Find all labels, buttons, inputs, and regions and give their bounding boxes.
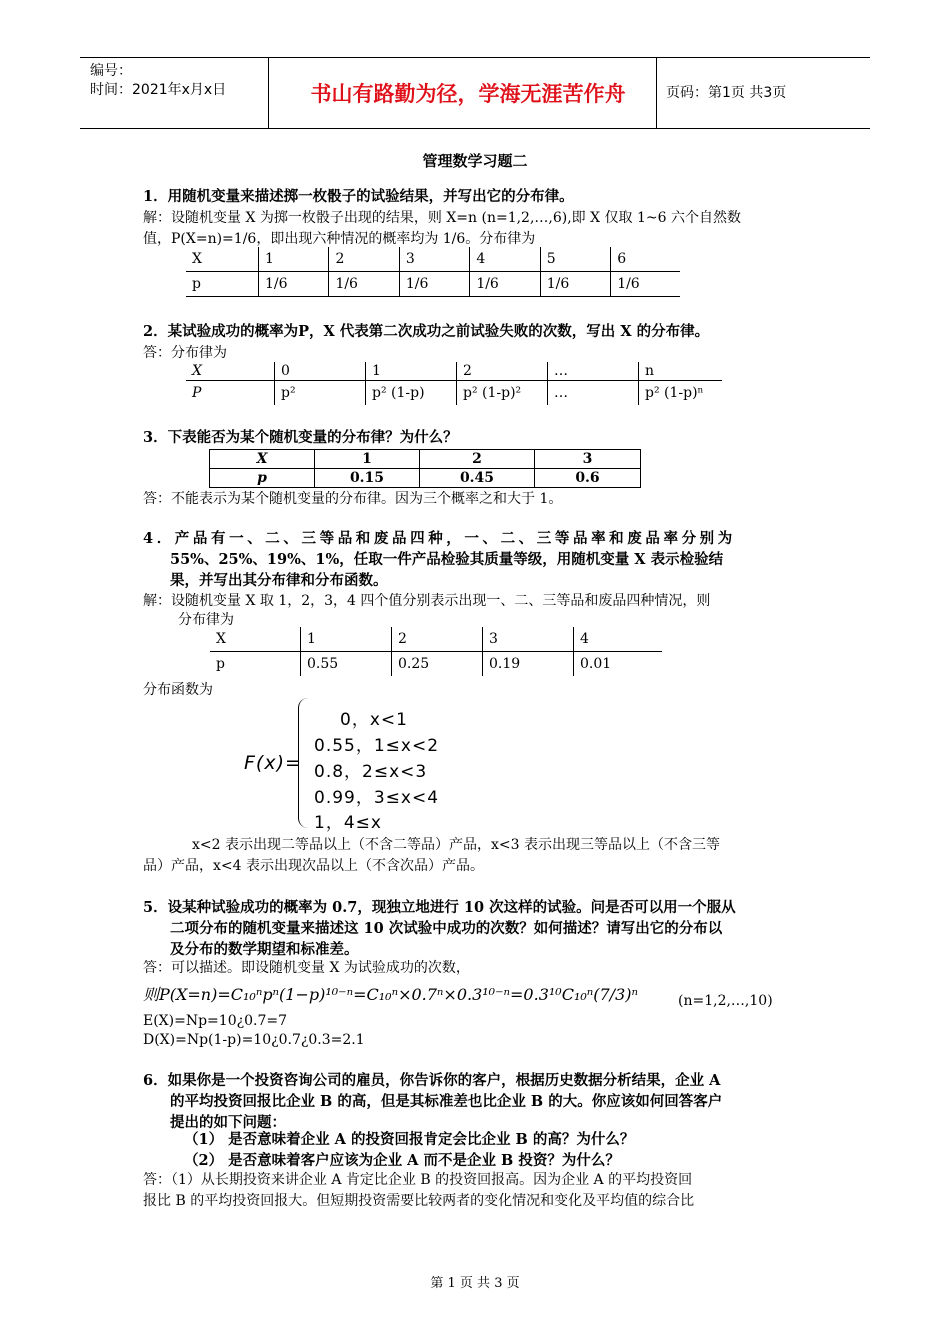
q4-piece-2: 0.55，1≤x<2 [314,736,440,756]
q5-formula: 则P(X=n)=C₁₀ⁿpⁿ(1−p)¹⁰⁻ⁿ=C₁₀ⁿ×0.7ⁿ×0.3¹⁰⁻ⁿ=0.3¹⁰C₁₀ⁿ(7/3)ⁿ [143,985,638,1004]
table-cell: p² (1-p)² [457,381,548,406]
q1-question: 1．用随机变量来描述掷一枚骰子的试验结果，并写出它的分布律。 [143,188,574,205]
q4-answer-line1: 解：设随机变量 X 取 1，2，3，4 四个值分别表示出现一、二、三等品和废品四种情况，则 [143,593,711,609]
q4-dist-label: 分布函数为 [143,682,213,698]
table-cell: 4 [574,627,663,652]
table-cell: 3 [483,627,574,652]
q4-distribution-table [210,627,662,676]
q4-note-line2: 品）产品，x<4 表示出现次品以上（不含次品）产品。 [143,858,484,874]
q4-piece-4: 0.99，3≤x<4 [314,788,440,808]
table-cell: p² [275,381,366,406]
page-header [80,57,870,129]
q2-distribution-table [186,362,722,405]
q3-table [209,449,641,488]
table-cell: P [192,385,202,401]
table-cell: 0.25 [392,652,483,677]
q1-distribution-table [186,247,680,297]
table-cell: 0.15 [315,469,420,488]
q3-question: 3．下表能否为某个随机变量的分布律？为什么？ [143,429,458,446]
table-cell: 0.45 [420,469,535,488]
table-cell: 1/6 [329,272,399,297]
header-divider [268,58,269,128]
q6-answer-line2: 报比 B 的平均投资回报大。但短期投资需要比较两者的变化情况和变化及平均值的综合比 [143,1193,695,1209]
q5-range: (n=1,2,…,10) [678,993,773,1009]
q4-question-line2: 55%、25%、19%、1%，任取一件产品检验其质量等级，用随机变量 X 表示检验结 [170,551,724,568]
table-cell: … [548,381,639,406]
q6-sub1: （1） 是否意味着企业 A 的投资回报肯定会比企业 B 的高？为什么？ [184,1131,635,1148]
table-cell: 4 [470,247,540,272]
table-cell: X [186,247,259,272]
table-cell: 2 [457,362,548,381]
table-cell: 1 [301,627,392,652]
page-info: 页码：第1页 共3页 [666,85,787,101]
table-cell: 1/6 [399,272,469,297]
table-row [210,627,662,652]
table-cell: p [210,469,315,488]
q5-answer-line1: 答：可以描述。即设随机变量 X 为试验成功的次数， [143,960,470,976]
q3-answer: 答：不能表示为某个随机变量的分布律。因为三个概率之和大于 1。 [143,491,563,507]
table-cell: 3 [535,450,641,469]
table-cell: 2 [420,450,535,469]
q5-expectation: E(X)=Np=10¿0.7=7 [143,1013,288,1029]
table-row [186,247,680,272]
q6-question-line3: 提出的如下问题： [170,1114,286,1131]
table-cell: 1/6 [540,272,610,297]
q4-piece-3: 0.8，2≤x<3 [314,762,428,782]
table-cell: X [186,362,275,381]
q5-question-line1: 5．设某种试验成功的概率为 0.7，现独立地进行 10 次这样的试验。问是否可以用一个服从 [143,899,736,916]
table-row [186,381,722,406]
q1-answer-line2: 值，P(X=n)=1/6，即出现六种情况的概率均为 1/6。分布律为 [143,231,536,247]
q4-answer-line2: 分布律为 [178,612,234,628]
table-cell: p² (1-p)ⁿ [639,381,723,406]
table-cell: X [210,627,301,652]
number-label: 编号： [90,63,132,79]
q4-note-line1: x<2 表示出现二等品以上（不含二等品）产品，x<3 表示出现三等品以上（不含三等 [192,837,720,853]
table-cell: p² (1-p) [366,381,457,406]
q4-question-line3: 果，并写出其分布律和分布函数。 [170,572,388,589]
table-cell: 2 [392,627,483,652]
table-cell: 1 [259,247,329,272]
time-label: 时间：2021年x月x日 [90,82,227,98]
q5-question-line2: 二项分布的随机变量来描述这 10 次试验中成功的次数？如何描述？请写出它的分布以 [170,920,723,937]
header-motto: 书山有路勤为径，学海无涯苦作舟 [310,82,626,106]
table-cell: X [210,450,315,469]
table-cell: 5 [540,247,610,272]
doc-title: 管理数学习题二 [422,152,528,170]
table-cell: 3 [399,247,469,272]
table-cell: 1 [315,450,420,469]
q4-piece-1: 0，x<1 [340,710,408,730]
table-cell: … [548,362,639,381]
q6-sub2: （2） 是否意味着客户应该为企业 A 而不是企业 B 投资？为什么？ [184,1152,620,1169]
q4-fx-label: F(x)= [244,752,302,774]
q1-answer-line1: 解：设随机变量 X 为掷一枚骰子出现的结果，则 X=n (n=1,2,…,6),即 X 仅取 1~6 六个自然数 [143,210,741,226]
table-cell: 1 [366,362,457,381]
table-cell: 2 [329,247,399,272]
table-cell: 0.19 [483,652,574,677]
table-cell: p [216,656,225,672]
table-row [210,469,641,488]
table-cell: 0.01 [574,652,663,677]
q5-question-line3: 及分布的数学期望和标准差。 [170,941,359,958]
q6-question-line1: 6．如果你是一个投资咨询公司的雇员，你告诉你的客户，根据历史数据分析结果，企业 A [143,1072,721,1089]
piecewise-brace [298,698,313,828]
q4-question-line1: 4．产品有一、二、三等品和废品四种，一、二、三等品率和废品率分别为 [143,530,736,547]
table-cell: 0.55 [301,652,392,677]
header-divider [656,58,657,128]
q5-variance: D(X)=Np(1-p)=10¿0.7¿0.3=2.1 [143,1032,365,1048]
table-cell: 6 [611,247,680,272]
table-row [210,450,641,469]
q2-question: 2．某试验成功的概率为P，X 代表第二次成功之前试验失败的次数，写出 X 的分布律。 [143,323,710,340]
q4-piece-5: 1，4≤x [314,813,382,833]
table-cell: 1/6 [259,272,329,297]
q2-answer: 答：分布律为 [143,345,227,361]
table-row [186,272,680,297]
table-cell: n [639,362,723,381]
table-cell: 0 [275,362,366,381]
table-cell: 0.6 [535,469,641,488]
page-footer: 第 1 页 共 3 页 [430,1276,520,1291]
q6-question-line2: 的平均投资回报比企业 B 的高，但是其标准差也比企业 B 的大。你应该如何回答客户 [170,1093,723,1110]
table-row [186,362,722,381]
table-cell: p [186,272,259,297]
table-row [210,652,662,677]
header-meta [90,62,226,100]
table-cell: 1/6 [611,272,680,297]
table-cell: 1/6 [470,272,540,297]
q6-answer-line1: 答：（1）从长期投资来讲企业 A 肯定比企业 B 的投资回报高。因为企业 A 的平均投资回 [143,1172,693,1188]
